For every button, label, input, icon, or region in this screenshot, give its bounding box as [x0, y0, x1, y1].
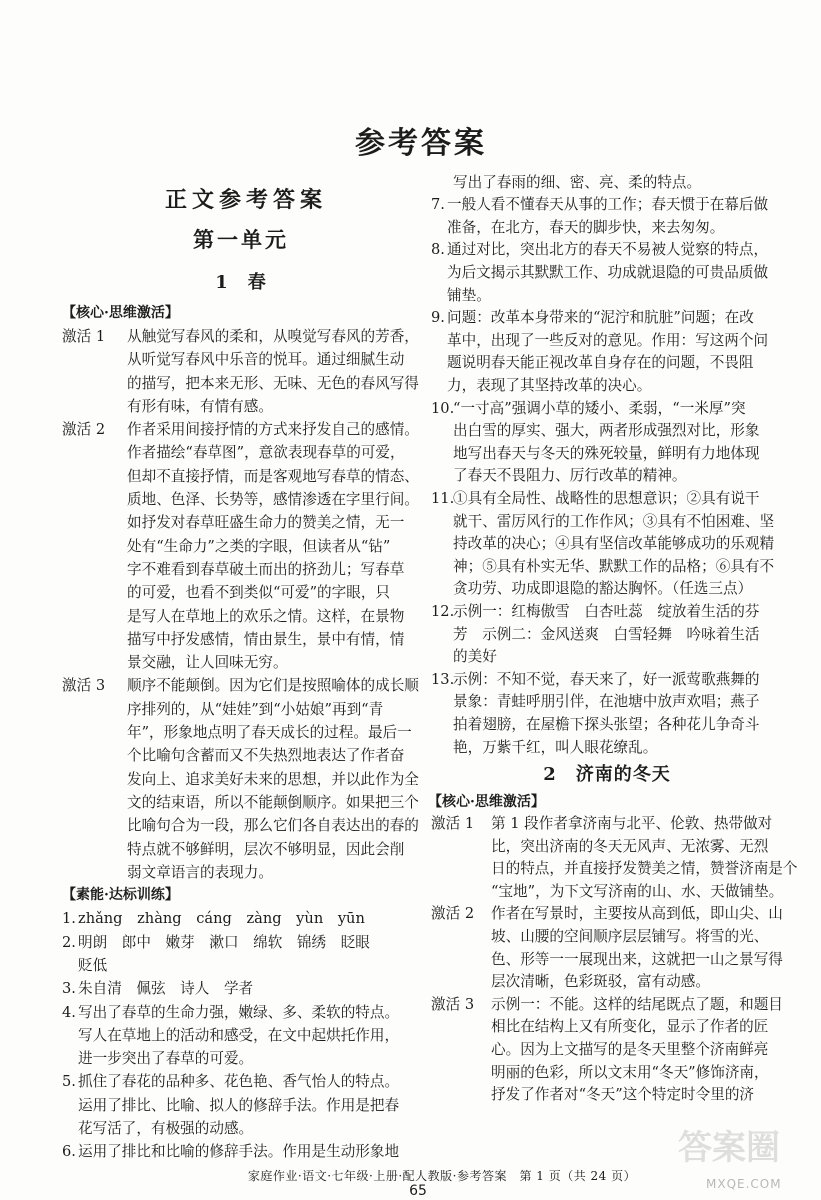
answer-line: 个比喻句含蓄而又不失热烈地表达了作者奋 — [127, 747, 405, 765]
activity-answer — [62, 325, 422, 418]
answer-line: 字不难看到春草破土而出的挤劲儿；写春草 — [127, 560, 405, 578]
answer-body — [453, 601, 783, 669]
answer-line: 准备，在北方，春天的脚步快，来去匆匆。 — [447, 218, 725, 236]
answer-label: 11. — [431, 490, 455, 507]
numbered-answer — [62, 1070, 422, 1140]
answer-body — [453, 488, 783, 601]
answer-body — [78, 1140, 422, 1163]
answer-label: 5. — [62, 1073, 76, 1091]
numbered-answer — [62, 907, 422, 930]
answer-line: 序排列的，从“娃娃”到“小姑娘”再到“青 — [127, 700, 384, 718]
numbered-answer — [431, 488, 783, 601]
answer-label: 9. — [431, 309, 445, 327]
section-heading: 【核心·思维激活】 — [62, 304, 179, 321]
answer-label: 10. — [431, 399, 455, 417]
answer-label: 7. — [431, 196, 445, 214]
answer-line: 拍着翅膀，在屋檐下探头张望；各种花儿争奇斗 — [453, 715, 760, 733]
answer-line: 贬低 — [78, 957, 108, 974]
answer-line: 铺垫。 — [447, 286, 491, 304]
answer-line: 示例一：红梅傲雪 白杏吐蕊 绽放着生活的芬 — [453, 602, 760, 620]
numbered-answer — [431, 601, 783, 669]
numbered-answer — [431, 239, 783, 307]
answer-line: 朱自清 佩弦 诗人 学者 — [78, 980, 254, 998]
answer-line: 抒发了作者对“冬天”这个特定时令里的济 — [491, 1086, 755, 1104]
answer-line: 为后文揭示其默默工作、功成就退隐的可贵品质做 — [447, 264, 769, 282]
answer-line: 是写人在草地上的欢乐之情。这样，在景物 — [127, 607, 405, 625]
answer-line: 运用了排比和比喻的修辞手法。作用是生动形象地 — [78, 1143, 400, 1161]
numbered-answer — [62, 1001, 422, 1071]
answer-label: 激活 1 — [431, 815, 475, 833]
unit-heading: 第一单元 — [193, 227, 289, 252]
answer-line: 比喻句合为一段，那么它们各自表达出的春的 — [127, 817, 419, 835]
answer-line: 作者描绘“春草图”，意欲表现春草的可爱， — [127, 444, 405, 462]
answer-line: 持改革的决心；④具有坚信改革能够成功的乐观精 — [453, 535, 775, 553]
activity-answer — [431, 994, 783, 1107]
answer-body — [453, 669, 783, 759]
answer-line: 神；⑤具有朴实无华、默默工作的品格；⑥具有不 — [453, 557, 775, 575]
answer-body — [447, 194, 783, 239]
answer-line: 了春天不畏阻力、厉行改革的精神。 — [453, 467, 687, 485]
answer-line: 景交融，让人回味无穷。 — [127, 654, 288, 672]
answer-body — [127, 674, 422, 884]
answer-body — [78, 1001, 422, 1071]
activity-answer — [431, 813, 798, 903]
activity-answer — [431, 903, 783, 993]
answer-label: 1. — [62, 910, 76, 928]
page-title: 参考答案 — [355, 126, 487, 161]
answer-line: 质地、色泽、长势等，感情渗透在字里行间。 — [127, 491, 419, 509]
watermark-url: MXQE.COM — [706, 1177, 782, 1191]
answer-body — [78, 931, 422, 978]
answer-label: 13. — [431, 670, 455, 688]
answer-body — [491, 903, 783, 993]
answer-body — [453, 398, 783, 488]
lesson-heading: 2 济南的冬天 — [543, 764, 671, 786]
answer-line: 的可爱，也看不到类似“可爱”的字眼，只 — [127, 584, 391, 602]
answer-label: 6. — [62, 1143, 76, 1161]
continued-answer — [431, 172, 783, 195]
answer-body — [491, 994, 783, 1107]
answer-label: 2. — [62, 933, 76, 951]
answer-body — [491, 813, 798, 903]
answer-key-heading: 正文参考答案 — [164, 187, 327, 213]
answer-line: 年”，形象地点明了春天成长的过程。最后一 — [127, 724, 412, 742]
answer-line: “宝地”，为下文写济南的山、水、天做铺垫。 — [491, 882, 784, 900]
answer-line: 地写出春天与冬天的殊死较量，鲜明有力地体现 — [453, 444, 760, 462]
answer-line: 描写中抒发感情，情由景生，景中有情，情 — [127, 630, 405, 648]
answer-line: 明朗 郎中 嫩芽 漱口 绵软 锦绣 眨眼 — [78, 933, 370, 951]
answer-line: 日的特点，并直接抒发赞美之情，赞誉济南是个 — [491, 860, 798, 878]
answer-line: 革中，出现了一些反对的意见。作用：写这两个问 — [447, 331, 769, 349]
right-column — [428, 172, 798, 1107]
answer-body — [127, 325, 422, 418]
answer-line: 就干、雷厉风行的工作作风；③具有不怕困难、坚 — [453, 512, 775, 530]
activity-answer — [62, 418, 422, 674]
answer-label: 激活 3 — [62, 677, 106, 695]
answer-line: 坡、山腰的空间顺序层层铺写。将雪的光、 — [491, 928, 769, 946]
answer-line: 作者采用间接抒情的方式来抒发自己的感情。 — [127, 421, 419, 439]
answer-body — [78, 907, 422, 930]
answer-line: 问题：改革本身带来的“泥泞和肮脏”问题；在改 — [447, 309, 754, 327]
answer-line: 示例一：不能。这样的结尾既点了题，和题目 — [491, 995, 783, 1013]
answer-line: 特点就不够鲜明，层次不够明显，因此会削 — [127, 840, 405, 858]
answer-line: 力，表现了其坚持改革的决心。 — [447, 377, 652, 395]
numbered-answer — [431, 398, 783, 488]
left-column — [62, 302, 422, 1164]
answer-label: 8. — [431, 241, 445, 259]
answer-line: 发向上、追求美好未来的思想，并以此作为全 — [127, 770, 419, 788]
answer-line: 但却不直接抒情，而是客观地写春草的情态、 — [127, 467, 419, 485]
answer-line: 的描写，把本来无形、无味、无色的春风写得 — [127, 374, 419, 392]
lesson-heading: 1 春 — [215, 272, 267, 293]
answer-line: 写出了春草的生命力强，嫩绿、多、柔软的特点。 — [78, 1003, 400, 1021]
section-heading: 【素能·达标训练】 — [62, 887, 179, 904]
answer-line: 贪功劳、功成即退隐的豁达胸怀。（任选三点） — [453, 580, 753, 598]
answer-line: 心。因为上文描写的是冬天里整个济南鲜亮 — [491, 1041, 769, 1059]
answer-line: 写人在草地上的活动和感受，在文中起烘托作用， — [78, 1026, 400, 1044]
answer-line: 艳，万紫千红，叫人眼花缭乱。 — [453, 738, 658, 756]
answer-label: 4. — [62, 1003, 76, 1021]
answer-line: 示例：不知不觉，春天来了，好一派莺歌燕舞的 — [453, 670, 760, 688]
answer-line: 写出了春雨的细、密、亮、柔的特点。 — [453, 173, 702, 191]
numbered-answer — [431, 307, 783, 397]
answer-line: zhǎng zhàng cáng zàng yùn yūn — [78, 910, 365, 928]
answer-line: 从触觉写春风的柔和，从嗅觉写春风的芳香， — [127, 327, 419, 345]
answer-line: 第 1 段作者拿济南与北平、伦敦、热带做对 — [491, 815, 773, 833]
answer-line: 处有“生命力”之类的字眼，但读者从“钻” — [127, 537, 391, 555]
answer-line: 花写活了，有极强的动感。 — [78, 1120, 254, 1138]
answer-label: 激活 1 — [62, 327, 106, 345]
answer-line: 进一步突出了春草的可爱。 — [78, 1050, 254, 1068]
numbered-answer — [62, 1140, 422, 1163]
answer-line: 文的结束语，所以不能颠倒顺序。如果把三个 — [127, 793, 419, 811]
answer-body — [453, 172, 783, 195]
numbered-answer — [62, 977, 422, 1000]
answer-line: 芳 示例二：金风送爽 白雪轻舞 吟咏着生活 — [453, 625, 760, 643]
answer-body — [127, 418, 422, 674]
answer-body — [78, 977, 422, 1000]
answer-body — [78, 1070, 422, 1140]
answer-line: 作者在写景时，主要按从高到低，即山尖、山 — [491, 905, 783, 923]
answer-label: 3. — [62, 980, 76, 998]
answer-line: ①具有全局性、战略性的思想意识；②具有说干 — [453, 490, 760, 507]
activity-answer — [62, 674, 422, 884]
answer-line: 出白雪的厚实、强大，两者形成强烈对比，形象 — [453, 422, 760, 440]
answer-line: 明丽的色彩，所以文末用“冬天”修饰济南， — [491, 1063, 769, 1081]
answer-line: 从听觉写春风中乐音的悦耳。通过细腻生动 — [127, 351, 405, 369]
answer-line: 相比在结构上又有所变化，显示了作者的匠 — [491, 1018, 769, 1036]
answer-label: 12. — [431, 602, 455, 620]
page-footer: 家庭作业·语文·七年级·上册·配人教版·参考答案 第 1 页（共 24 页） — [247, 1169, 637, 1183]
answer-line: 层次清晰，色彩斑驳，富有动感。 — [491, 973, 710, 991]
answer-line: “一寸高”强调小草的矮小、柔弱，“一米厚”突 — [453, 399, 746, 417]
answer-line: 的美好 — [453, 648, 497, 666]
answer-label: 激活 2 — [62, 421, 106, 439]
section-heading: 【核心·思维激活】 — [428, 793, 545, 810]
answer-label: 激活 3 — [431, 995, 475, 1013]
page-number: 65 — [409, 1183, 427, 1199]
answer-line: 抓住了春花的品种多、花色艳、香气怡人的特点。 — [78, 1073, 400, 1091]
answer-line: 通过对比，突出北方的春天不易被人觉察的特点， — [447, 241, 769, 259]
answer-body — [447, 307, 783, 397]
answer-line: 题说明春天能正视改革自身存在的问题，不畏阻 — [447, 354, 754, 372]
answer-line: 运用了排比、比喻、拟人的修辞手法。作用是把春 — [78, 1096, 400, 1114]
numbered-answer — [62, 931, 422, 978]
answer-label: 激活 2 — [431, 905, 475, 923]
answer-line: 如抒发对春草旺盛生命力的赞美之情，无一 — [127, 514, 405, 532]
numbered-answer — [431, 669, 783, 759]
answer-line: 色、形等一一展现出来，这就把一山之景写得 — [491, 950, 783, 968]
answer-line: 有形有味，有情有感。 — [127, 397, 273, 415]
answer-line: 景象：青蛙呼朋引伴，在池塘中放声欢唱；燕子 — [453, 693, 760, 711]
answer-line: 弱文章语言的表现力。 — [127, 863, 273, 881]
watermark-logo: 答案圈 — [678, 1128, 780, 1168]
answer-body — [447, 239, 783, 307]
numbered-answer — [431, 194, 783, 239]
answer-line: 一般人看不懂春天从事的工作；春天惯于在幕后做 — [447, 196, 769, 214]
answer-line: 顺序不能颠倒。因为它们是按照喻体的成长顺 — [127, 677, 419, 695]
answer-line: 比，突出济南的冬天无风声、无浓雾、无烈 — [491, 837, 769, 855]
